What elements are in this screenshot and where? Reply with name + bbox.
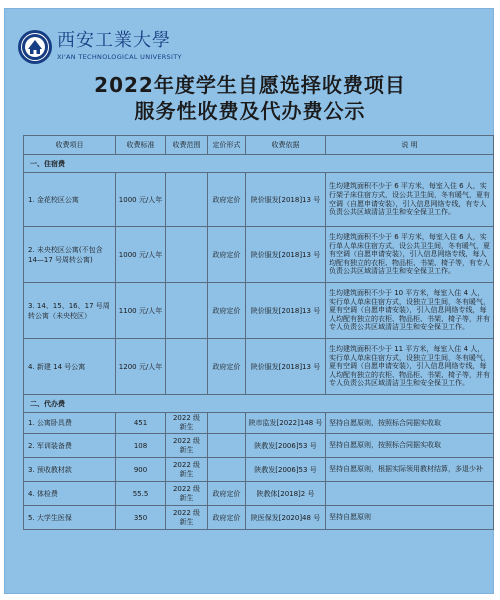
standard-cell: 55.5: [116, 482, 166, 506]
basis-cell: 陕教发[2006]53 号: [246, 434, 326, 458]
scope-cell: [166, 283, 208, 339]
section-row-accommodation: [24, 155, 494, 173]
pricing-cell: 政府定价: [208, 227, 246, 283]
scope-line-1: 2022 级: [172, 436, 201, 445]
basis-cell: 陕价服发[2018]13 号: [246, 339, 326, 395]
desc-cell: 坚持自愿原则，按照标合同据实收取: [326, 434, 494, 458]
scope-cell: [166, 173, 208, 227]
table-row: [24, 458, 494, 482]
desc-cell: [326, 482, 494, 506]
pricing-cell: 政府定价: [208, 283, 246, 339]
table-row: [24, 227, 494, 283]
scope-line-2: 新生: [179, 423, 194, 431]
item-cell: 4. 体检费: [24, 482, 116, 506]
fee-table-wrap: [23, 135, 493, 530]
section-label: 二、代办费: [24, 395, 494, 413]
pricing-cell: 政府定价: [208, 506, 246, 530]
table-row: [24, 173, 494, 227]
pricing-cell: [208, 434, 246, 458]
scope-cell: [166, 227, 208, 283]
scope-line-2: 新生: [179, 469, 194, 478]
pricing-cell: [208, 458, 246, 482]
scope-line-2: 新生: [179, 493, 194, 502]
desc-cell: 坚持自愿原则: [326, 506, 494, 530]
standard-cell: 900: [116, 458, 166, 482]
table-header-row: [24, 136, 494, 155]
column-header-standard: 收费标准: [116, 136, 166, 155]
basis-cell: 陕价服发[2018]13 号: [246, 227, 326, 283]
table-row: [24, 283, 494, 339]
scope-cell: [166, 458, 208, 482]
scope-line-2: 新生: [179, 445, 194, 454]
standard-cell: 1200 元/人年: [116, 339, 166, 395]
item-cell: 2. 未央校区公寓(不包含 14—17 号周转公寓): [24, 227, 116, 283]
table-row: [24, 506, 494, 530]
pricing-cell: [208, 413, 246, 434]
standard-cell: 108: [116, 434, 166, 458]
scope-cell: [166, 434, 208, 458]
table-row: [24, 413, 494, 434]
column-header-desc: 说 明: [326, 136, 494, 155]
basis-cell: 陕价服发[2018]13 号: [246, 283, 326, 339]
fee-table: [23, 135, 494, 530]
notice-panel: [4, 8, 494, 594]
school-name: 西安工業大學: [57, 30, 171, 51]
scope-line-1: 2022 级: [172, 508, 201, 517]
table-row: [24, 482, 494, 506]
basis-cell: 陕教体[2018]2 号: [246, 482, 326, 506]
table-row: [24, 434, 494, 458]
item-cell: 4. 新建 14 号公寓: [24, 339, 116, 395]
scope-line-2: 新生: [179, 517, 194, 526]
scope-cell: [166, 339, 208, 395]
item-cell: 1. 金花校区公寓: [24, 173, 116, 227]
table-row: [24, 339, 494, 395]
section-row-agency: [24, 395, 494, 413]
item-cell: 3. 预收教材款: [24, 458, 116, 482]
basis-cell: 陕价服发[2018]13 号: [246, 173, 326, 227]
school-seal-icon: [17, 29, 53, 65]
column-header-basis: 收费依据: [246, 136, 326, 155]
pricing-cell: 政府定价: [208, 339, 246, 395]
pricing-cell: 政府定价: [208, 482, 246, 506]
desc-cell: 生均建筑面积不少于 11 平方米，每室入住 4 人，实行单人单床住宿方式，设独立卫生间，冬有暖气，夏有空调（自愿申请安装），引入信息网络专线，每人均配有独立的衣柜、物品柜、书架、椅子等，并有专人负责公共区域清洁卫生和安全保卫工作。: [326, 339, 494, 395]
item-cell: 2. 军训装备费: [24, 434, 116, 458]
scope-line-1: 2022 级: [172, 484, 201, 493]
basis-cell: 陕教发[2006]53 号: [246, 458, 326, 482]
basis-cell: 陕医保发[2020]48 号: [246, 506, 326, 530]
desc-cell: 坚持自愿原则，按照标合同据实收取: [326, 413, 494, 434]
page-title: 2022年度学生自愿选择收费项目: [94, 73, 406, 97]
school-name-en: XI'AN TECHNOLOGICAL UNIVERSITY: [57, 53, 182, 61]
item-cell: 5. 大学生医保: [24, 506, 116, 530]
desc-cell: 生均建筑面积不少于 10 平方米，每室入住 4 人，实行单人单床住宿方式，设独立卫生间，冬有暖气，夏有空调（自愿申请安装），引入信息网络专线，每人均配有独立的衣柜、物品柜、书架、椅子等，并有专人负责公共区域清洁卫生和安全保卫工作。: [326, 283, 494, 339]
standard-cell: 1000 元/人年: [116, 173, 166, 227]
page-subtitle: 服务性收费及代办费公示: [134, 99, 366, 123]
basis-cell: 陕市监发[2022]148 号: [246, 413, 326, 434]
column-header-pricing: 定价形式: [208, 136, 246, 155]
scope-cell: [166, 506, 208, 530]
scope-cell: [166, 413, 208, 434]
scope-cell: [166, 482, 208, 506]
item-cell: 3. 14、15、16、17 号周转公寓（未央校区）: [24, 283, 116, 339]
desc-cell: 坚持自愿原则，根据实际领用教材结算，多退少补: [326, 458, 494, 482]
column-header-scope: 收费范围: [166, 136, 208, 155]
desc-cell: 生均建筑面积不少于 6 平方米，每室入住 6 人，实行单人单床住宿方式，设公共卫生间，冬有暖气，夏有空调（自愿申请安装），引入信息网络专线，每人均配有独立的衣柜、物品柜、书架、椅子等，有专人负责公共区域清洁卫生和安全保卫工作。: [326, 227, 494, 283]
standard-cell: 1000 元/人年: [116, 227, 166, 283]
standard-cell: 350: [116, 506, 166, 530]
school-header: [17, 29, 187, 69]
standard-cell: 1100 元/人年: [116, 283, 166, 339]
section-label: 一、住宿费: [24, 155, 494, 173]
pricing-cell: 政府定价: [208, 173, 246, 227]
scope-line-1: 2022 级: [172, 460, 201, 469]
scope-line-1: 2022 级: [172, 414, 201, 422]
desc-cell: 生均建筑面积不少于 6 平方米，每室入住 6 人，实行架子床住宿方式，设公共卫生间，冬有暖气，夏有空调（自愿申请安装），引入信息网络专线，有专人负责公共区域清洁卫生和安全保卫工作。: [326, 173, 494, 227]
standard-cell: 451: [116, 413, 166, 434]
column-header-item: 收费项目: [24, 136, 116, 155]
item-cell: 1. 公寓卧具费: [24, 413, 116, 434]
